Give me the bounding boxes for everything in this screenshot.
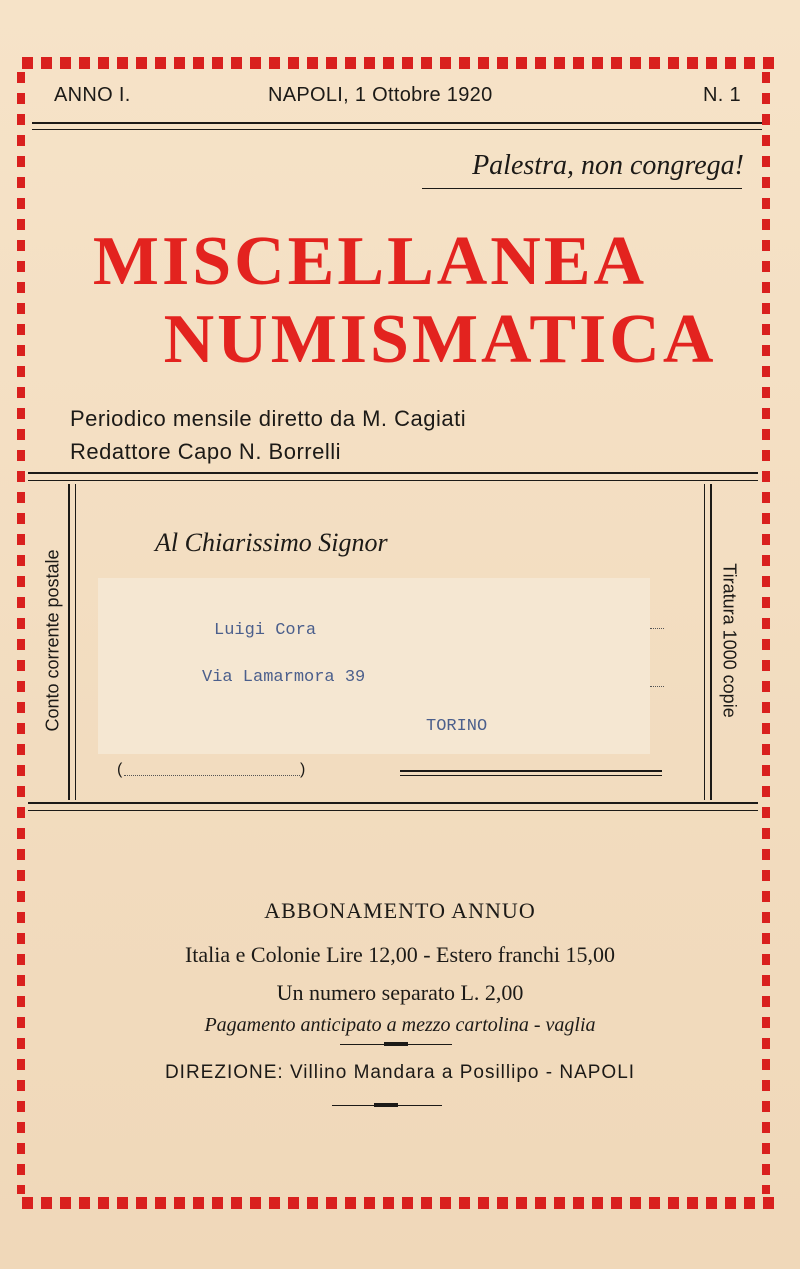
address-vline-left-1 <box>68 484 70 800</box>
bracket-open: ( <box>117 761 123 778</box>
single-issue-price: Un numero separato L. 2,00 <box>276 980 524 1005</box>
postal-account-label: Conto corrente postale <box>42 549 63 732</box>
recipient-city: TORINO <box>426 717 488 736</box>
city-rule-1 <box>400 770 662 772</box>
address-rule-bottom-2 <box>28 810 758 811</box>
title-line-2: NUMISMATICA <box>163 301 717 378</box>
subscription-heading: ABBONAMENTO ANNUO <box>264 898 536 923</box>
subscription-prices: Italia e Colonie Lire 12,00 - Estero franchi 15,00 <box>184 942 616 967</box>
bracket-close: ) <box>300 761 306 778</box>
city-rule-2 <box>400 775 662 776</box>
border-bottom <box>22 1197 774 1209</box>
address-vline-right-1 <box>704 484 705 800</box>
bracket-dots <box>124 775 300 776</box>
motto: Palestra, non congrega! <box>472 150 744 181</box>
salutation: Al Chiarissimo Signor <box>155 528 388 557</box>
recipient-name: Luigi Cora <box>214 621 317 640</box>
ornament-dot-1 <box>384 1042 408 1046</box>
motto-underline <box>422 188 742 189</box>
header-rule-1 <box>32 122 762 124</box>
issue-year: ANNO I. <box>54 84 131 106</box>
payment-terms: Pagamento anticipato a mezzo cartolina - vaglia <box>204 1014 596 1036</box>
address-vline-right-2 <box>710 484 712 800</box>
header-rule-2 <box>32 129 762 130</box>
ornament-dot-2 <box>374 1103 398 1107</box>
print-run-label: Tiratura 1000 copie <box>719 563 740 718</box>
dotted-line-2 <box>650 686 664 687</box>
title-line-1: MISCELLANEA <box>92 223 648 300</box>
address-rule-bottom-1 <box>28 802 758 804</box>
direction-address: DIREZIONE: Villino Mandara a Posillipo - NAPOLI <box>164 1062 636 1083</box>
recipient-street: Via Lamarmora 39 <box>202 668 366 687</box>
subtitle-line-1: Periodico mensile diretto da M. Cagiati <box>70 406 467 431</box>
place-date: NAPOLI, 1 Ottobre 1920 <box>268 84 493 106</box>
subtitle-line-2: Redattore Capo N. Borrelli <box>70 439 342 464</box>
issue-number: N. 1 <box>703 84 741 106</box>
address-label <box>98 578 650 754</box>
address-rule-top-1 <box>28 472 758 474</box>
address-rule-top-2 <box>28 480 758 481</box>
border-top <box>22 57 774 69</box>
address-vline-left-2 <box>75 484 76 800</box>
dotted-line-1 <box>650 628 664 629</box>
